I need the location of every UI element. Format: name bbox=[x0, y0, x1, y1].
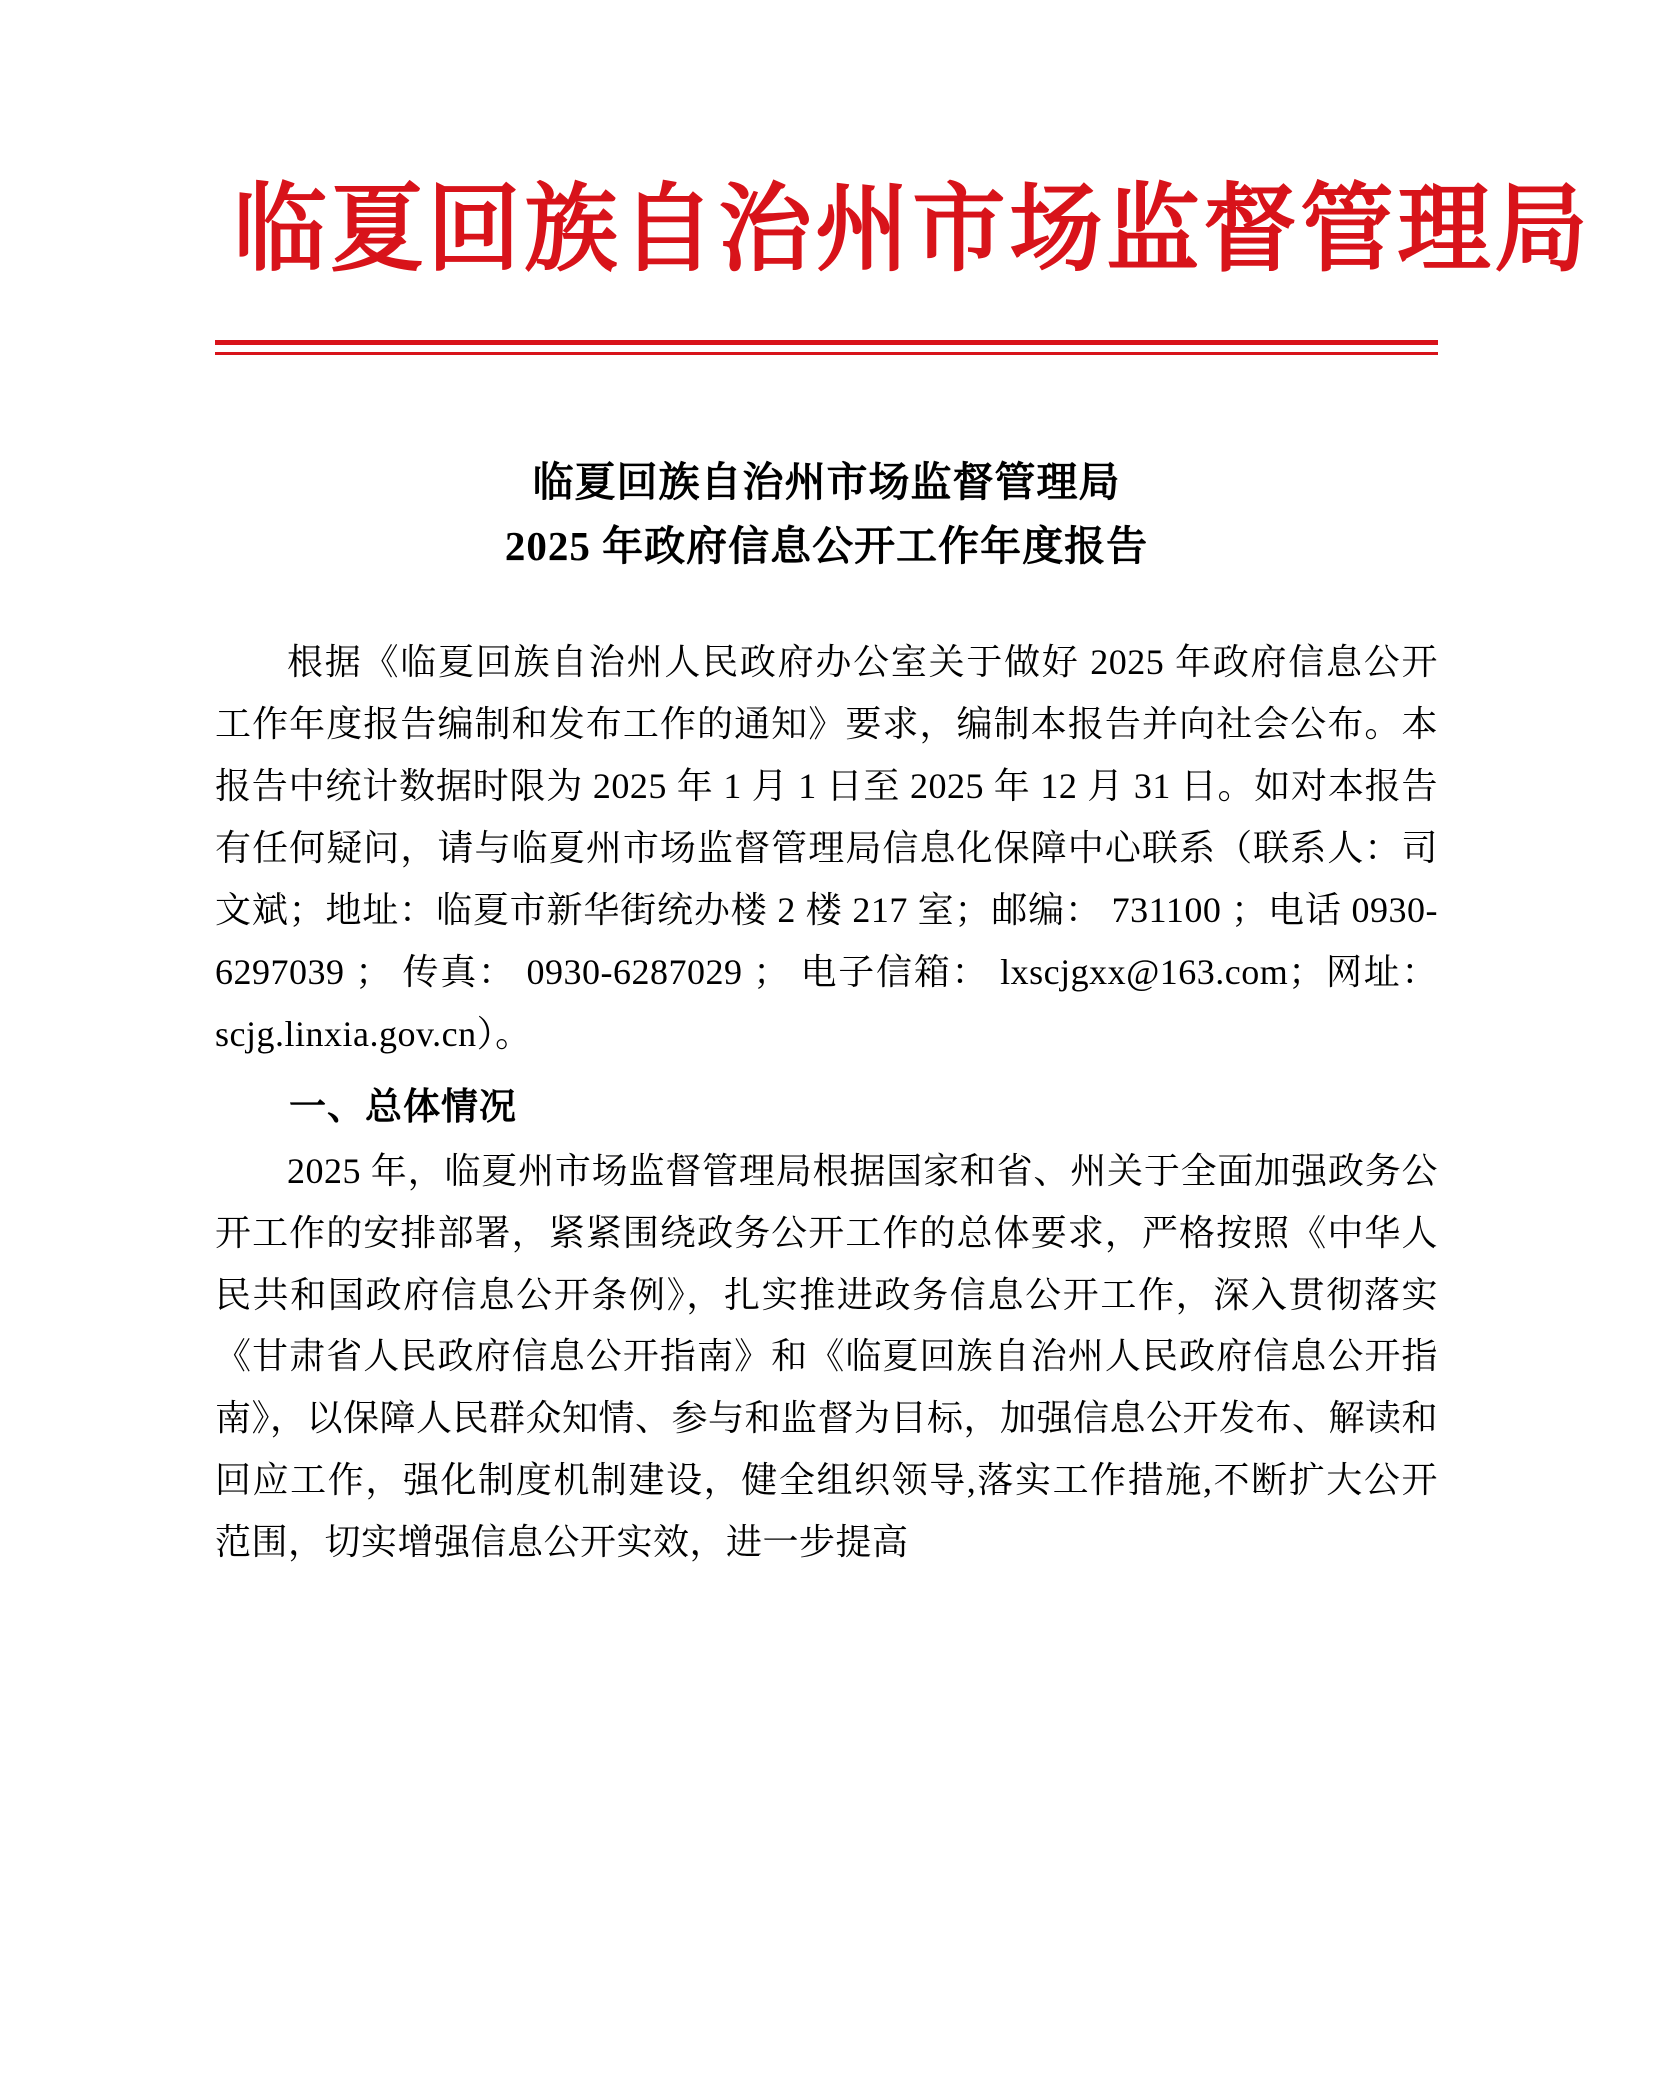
paragraph-overview-1: 2025 年，临夏州市场监督管理局根据国家和省、州关于全面加强政务公开工作的安排部署，紧紧围绕政务公开工作的总体要求，严格按照《中华人民共和国政府信息公开条例》，扎实推进政务信息公开工作，深入贯彻落实《甘肃省人民政府信息公开指南》和《临夏回族自治州人民政府信息公开指南》，以保障人民群众知情、参与和监督为目标，加强信息公开发布、解读和回应工作，强化制度机制建设，健全组织领导,落实工作措施,不断扩大公开范围，切实增强信息公开实效，进一步提高 bbox=[215, 1150, 1439, 1563]
letterhead bbox=[215, 0, 1592, 355]
document-title-line-1: 临夏回族自治州市场监督管理局 bbox=[532, 459, 1121, 506]
section-heading-overview: 一、总体情况 bbox=[289, 1085, 517, 1127]
letterhead-organization-title: 临夏回族自治州市场监督管理局 bbox=[233, 176, 1592, 283]
document-title-line-2: 2025 年政府信息公开工作年度报告 bbox=[504, 522, 1149, 569]
document-title bbox=[215, 451, 1438, 578]
letterhead-rule-thin bbox=[215, 352, 1438, 355]
document-body bbox=[215, 632, 1438, 1574]
paragraph-intro: 根据《临夏回族自治州人民政府办公室关于做好 2025 年政府信息公开工作年度报告编制和发布工作的通知》要求，编制本报告并向社会公布。本报告中统计数据时限为 2025 年 1 月 1 日至 2025 年 12 月 31 日。如对本报告有任何疑问，请与临夏州市场监督管理局信息化保障中心联系（联系人：司文斌；地址：临夏市新华街统办楼 2 楼 217 室；邮编： 731100 ；电话 0930-6297039 ； 传真： 0930-6287029 ； 电子信箱： lxscjgxx@163.com；网址：scjg.linxia.gov.cn）。 bbox=[215, 642, 1438, 1054]
letterhead-rule-gap bbox=[215, 345, 1438, 352]
letterhead-rules bbox=[215, 340, 1438, 355]
